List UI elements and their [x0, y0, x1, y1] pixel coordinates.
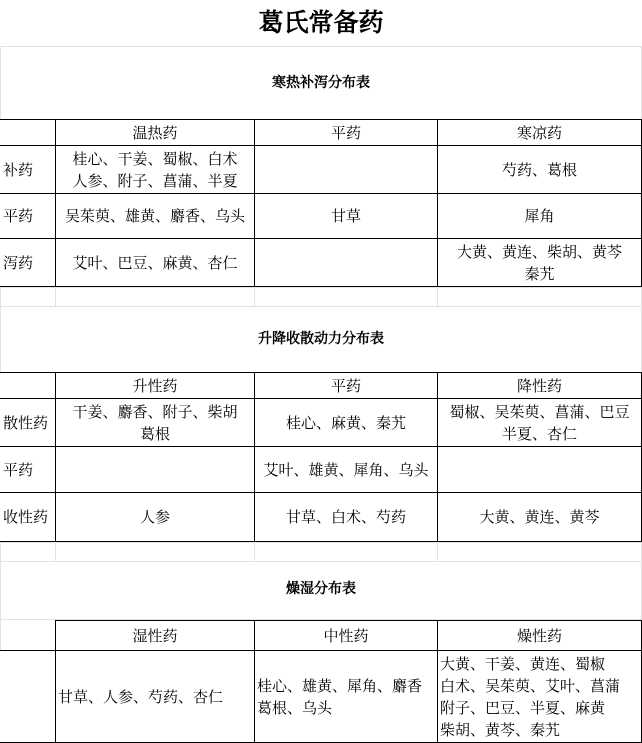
- table1-cell: 大黄、黄连、柴胡、黄芩 秦艽: [456, 242, 622, 283]
- table1-row-label: 泻药: [3, 253, 34, 272]
- table1-cell: [255, 146, 437, 193]
- table3-header-dry: 燥性药: [516, 626, 562, 645]
- table2-header-falling: 降性药: [516, 376, 562, 395]
- table1-cell: 吴茱萸、雄黄、麝香、乌头: [64, 207, 245, 225]
- table2-row-label: 散性药: [3, 413, 49, 432]
- table3-header-neutral: 中性药: [323, 626, 369, 645]
- table2-row-label: 收性药: [3, 508, 49, 526]
- table2-header-neutral: 平药: [330, 376, 361, 395]
- table2-cell: 大黄、黄连、黄芩: [479, 508, 600, 526]
- table1-cell: 芍药、葛根: [501, 160, 577, 179]
- table2-cell: 桂心、麻黄、秦艽: [285, 413, 406, 432]
- table2-cell: 艾叶、雄黄、犀角、乌头: [263, 460, 429, 479]
- table2-cell: 人参: [139, 508, 170, 526]
- table1-cell: 桂心、干姜、蜀椒、白术 人参、附子、菖蒲、半夏: [72, 149, 238, 190]
- table1-row-label: 平药: [3, 207, 34, 225]
- table1-title: 寒热补泻分布表: [272, 75, 370, 91]
- table3-cell: 大黄、干姜、黄连、蜀椒 白术、吴茱萸、艾叶、菖蒲 附子、巴豆、半夏、麻黄 柴胡、黄芩、秦艽: [440, 654, 621, 739]
- table1-header-warm: 温热药: [132, 123, 178, 142]
- table3-cell: 甘草、人参、芍药、杏仁: [58, 687, 224, 706]
- table2-cell: 蜀椒、吴茱萸、菖蒲、巴豆 半夏、杏仁: [449, 402, 630, 443]
- table1-header-cool: 寒凉药: [516, 123, 562, 142]
- table1-cell: 艾叶、巴豆、麻黄、杏仁: [72, 253, 238, 272]
- table3-title: 燥湿分布表: [286, 581, 356, 597]
- table1-cell: 甘草: [330, 207, 361, 225]
- table2-row-label: 平药: [3, 460, 34, 479]
- table2-cell: 干姜、麝香、附子、柴胡 葛根: [72, 402, 238, 443]
- table2-cell: [438, 447, 641, 492]
- table1-cell: [255, 239, 437, 286]
- table3-header-damp: 湿性药: [132, 626, 178, 645]
- page-title: 葛氏常备药: [258, 8, 384, 37]
- table2-header-rising: 升性药: [132, 376, 178, 395]
- table2-title: 升降收散动力分布表: [258, 331, 384, 347]
- table2-cell: [56, 447, 254, 492]
- table2-cell: 甘草、白术、芍药: [285, 508, 406, 526]
- table1-header-neutral: 平药: [330, 123, 361, 142]
- table3-cell: 桂心、雄黄、犀角、麝香 葛根、乌头: [257, 676, 423, 717]
- table1-cell: 犀角: [524, 207, 555, 225]
- table1-row-label: 补药: [3, 160, 34, 179]
